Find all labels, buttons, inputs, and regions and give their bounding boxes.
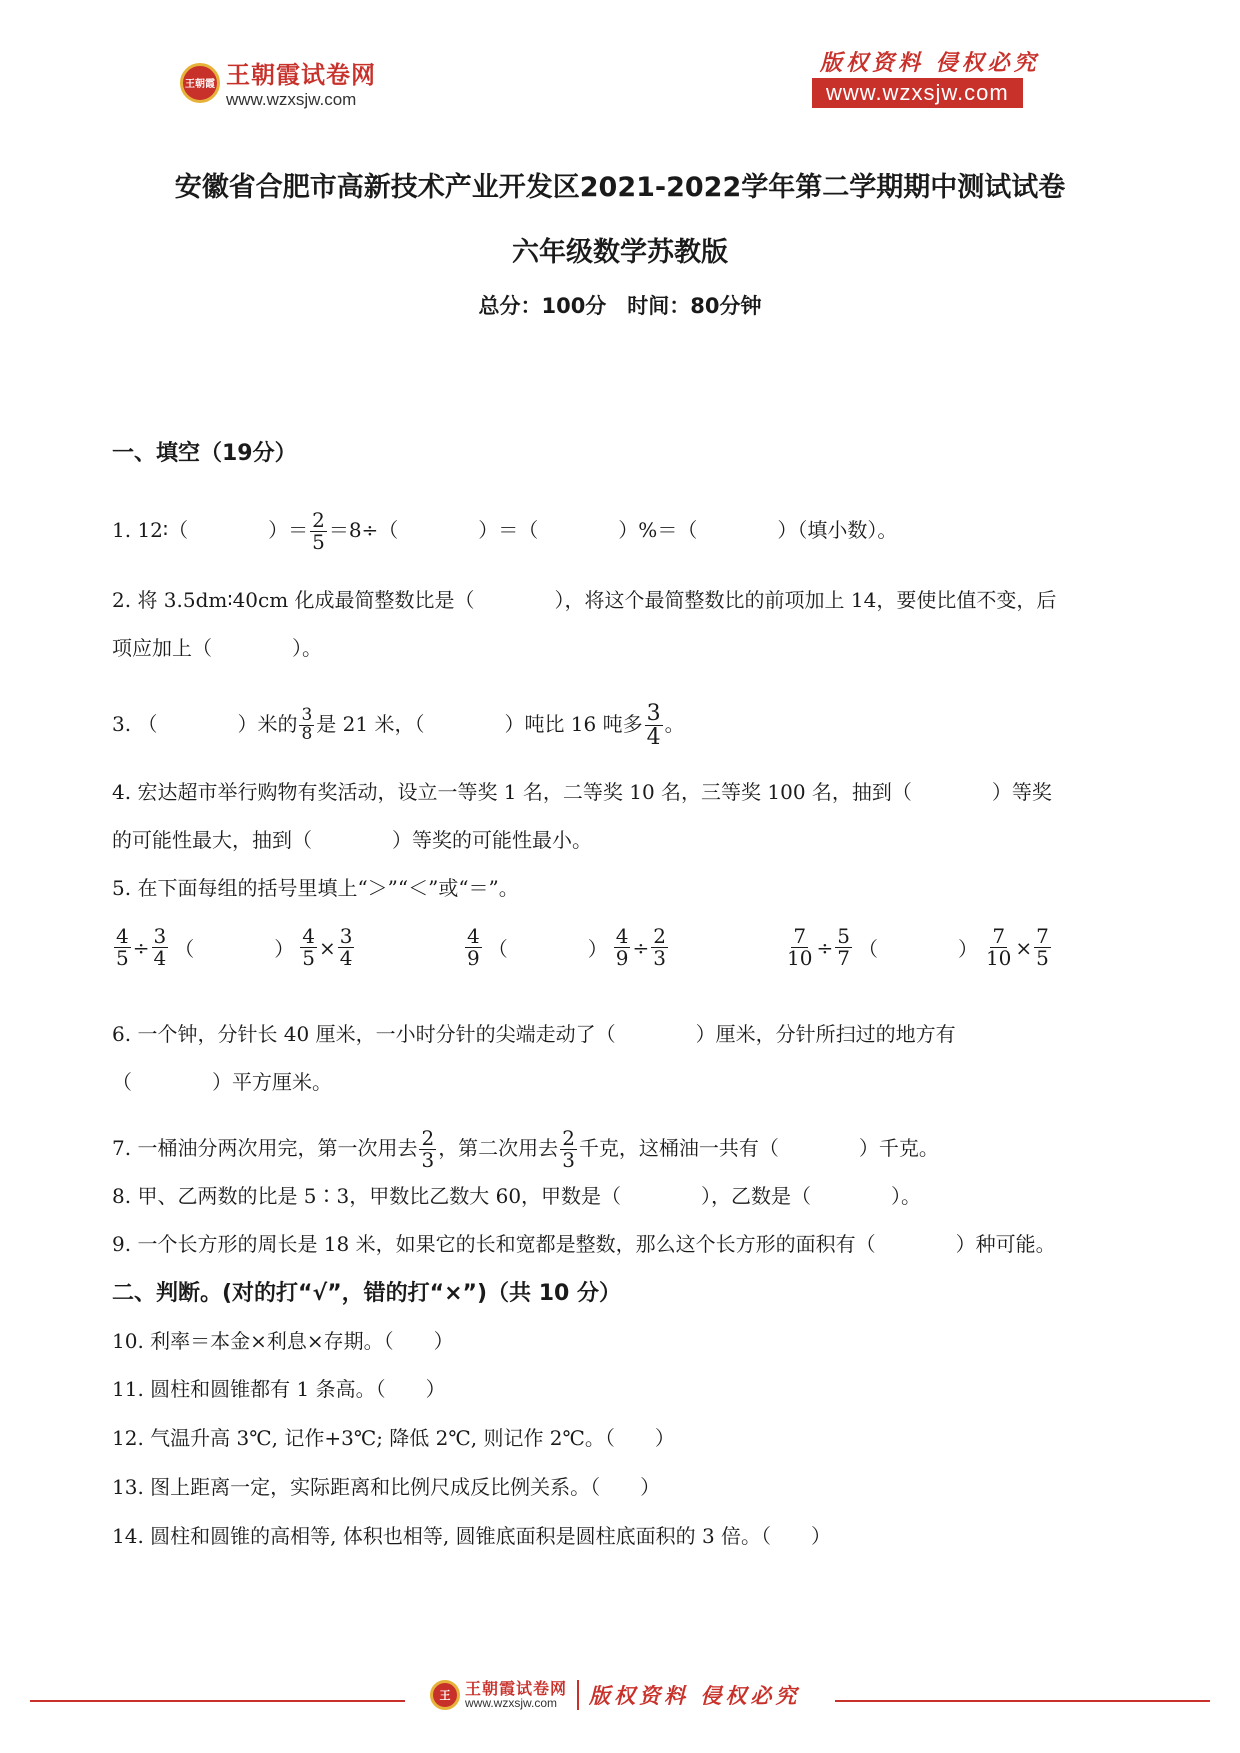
fraction: $\frac{2}{5}$	[312, 508, 325, 554]
footer-logo-url: www.wzxsjw.com	[465, 1696, 558, 1710]
question-6-line2: （ ）平方厘米。	[112, 1070, 332, 1094]
footer-logo-name: 王朝霞试卷网	[465, 1679, 568, 1698]
header-logo	[180, 55, 376, 110]
page-subtitle: 六年级数学苏教版	[512, 237, 728, 268]
question-5-group-2: $\frac{4}{9}$ （ ） $\frac{4}{9}$ ÷ $\frac{2}{3}$	[467, 924, 666, 970]
fraction: $\frac{3}{4}$	[646, 701, 661, 751]
question-3: 3. （ ）米的 $\frac{3}{8}$ 是 21 米，（ ）吨比 16 吨多 $\frac{3}{4}$ 。	[112, 701, 685, 751]
question-8: 8. 甲、乙两数的比是 5∶3，甲数比乙数大 60，甲数是（ ），乙数是（ ）。	[112, 1184, 922, 1208]
footer-logo-icon: 王	[430, 1680, 460, 1710]
question-5-group-3: $\frac{7}{10}$ ÷ $\frac{5}{7}$ （ ） $\frac{7}{10}$ × $\frac{7}{5}$	[787, 924, 1049, 970]
question-4-line2: 的可能性最大，抽到（ ）等奖的可能性最小。	[112, 828, 592, 852]
header-url-box: www.wzxsjw.com	[812, 78, 1023, 108]
section-2-title: 二、判断。(对的打“√”，错的打“×”)（共 10 分）	[112, 1281, 621, 1306]
question-13: 13. 图上距离一定，实际距离和比例尺成反比例关系。（ ）	[112, 1475, 661, 1499]
page-title: 安徽省合肥市高新技术产业开发区2021-2022学年第二学期期中测试试卷	[174, 172, 1066, 203]
question-2-line2: 项应加上（ ）。	[112, 636, 322, 660]
footer-divider-left	[30, 1700, 405, 1702]
footer-separator	[577, 1680, 579, 1710]
question-12: 12. 气温升高 3℃, 记作+3℃; 降低 2℃, 则记作 2℃。（ ）	[112, 1426, 675, 1450]
question-11: 11. 圆柱和圆锥都有 1 条高。（ ）	[112, 1377, 446, 1401]
logo-url: www.wzxsjw.com	[226, 90, 357, 109]
question-5-text: 5. 在下面每组的括号里填上“＞”“＜”或“＝”。	[112, 876, 519, 900]
footer-brand	[422, 1680, 808, 1710]
fraction: $\frac{2}{3}$	[421, 1126, 435, 1172]
header-copyright: 版权资料 侵权必究	[820, 50, 1040, 76]
question-5-group-1: $\frac{4}{5}$ ÷ $\frac{3}{4}$ （ ） $\frac{4}{5}$ × $\frac{3}{4}$	[116, 924, 353, 970]
logo-seal-icon: 王朝霞	[180, 63, 220, 103]
fraction: $\frac{2}{3}$	[562, 1126, 575, 1172]
fraction: $\frac{3}{8}$	[301, 705, 313, 745]
question-7: 7. 一桶油分两次用完，第一次用去 $\frac{2}{3}$ ，第二次用去 $\frac{2}{3}$ 千克，这桶油一共有（ ）千克。	[112, 1126, 939, 1172]
logo-name: 王朝霞试卷网	[226, 61, 376, 89]
exam-info: 总分：100分 时间：80分钟	[478, 294, 762, 318]
question-9: 9. 一个长方形的周长是 18 米，如果它的长和宽都是整数，那么这个长方形的面积有（ ）种可能。	[112, 1232, 1056, 1256]
question-6-line1: 6. 一个钟，分针长 40 厘米，一小时分针的尖端走动了（ ）厘米，分针所扫过的地方有	[112, 1022, 956, 1046]
question-14: 14. 圆柱和圆锥的高相等, 体积也相等, 圆锥底面积是圆柱底面积的 3 倍。（ ）	[112, 1524, 832, 1548]
question-10: 10. 利率＝本金×利息×存期。（ ）	[112, 1329, 454, 1353]
question-4-line1: 4. 宏达超市举行购物有奖活动，设立一等奖 1 名，二等奖 10 名，三等奖 100 名，抽到（ ）等奖	[112, 780, 1052, 804]
question-1: 1. 12∶（ ）＝ $\frac{2}{5}$ ＝8÷（ ）＝（ ）%＝（ ）（填小数）。	[112, 508, 898, 554]
footer-copyright: 版权资料 侵权必究	[589, 1683, 801, 1708]
question-2-line1: 2. 将 3.5dm∶40cm 化成最简整数比是（ ），将这个最简整数比的前项加上 14，要使比值不变，后	[112, 588, 1057, 612]
footer-divider-right	[835, 1700, 1210, 1702]
section-1-title: 一、填空（19分）	[112, 441, 297, 466]
